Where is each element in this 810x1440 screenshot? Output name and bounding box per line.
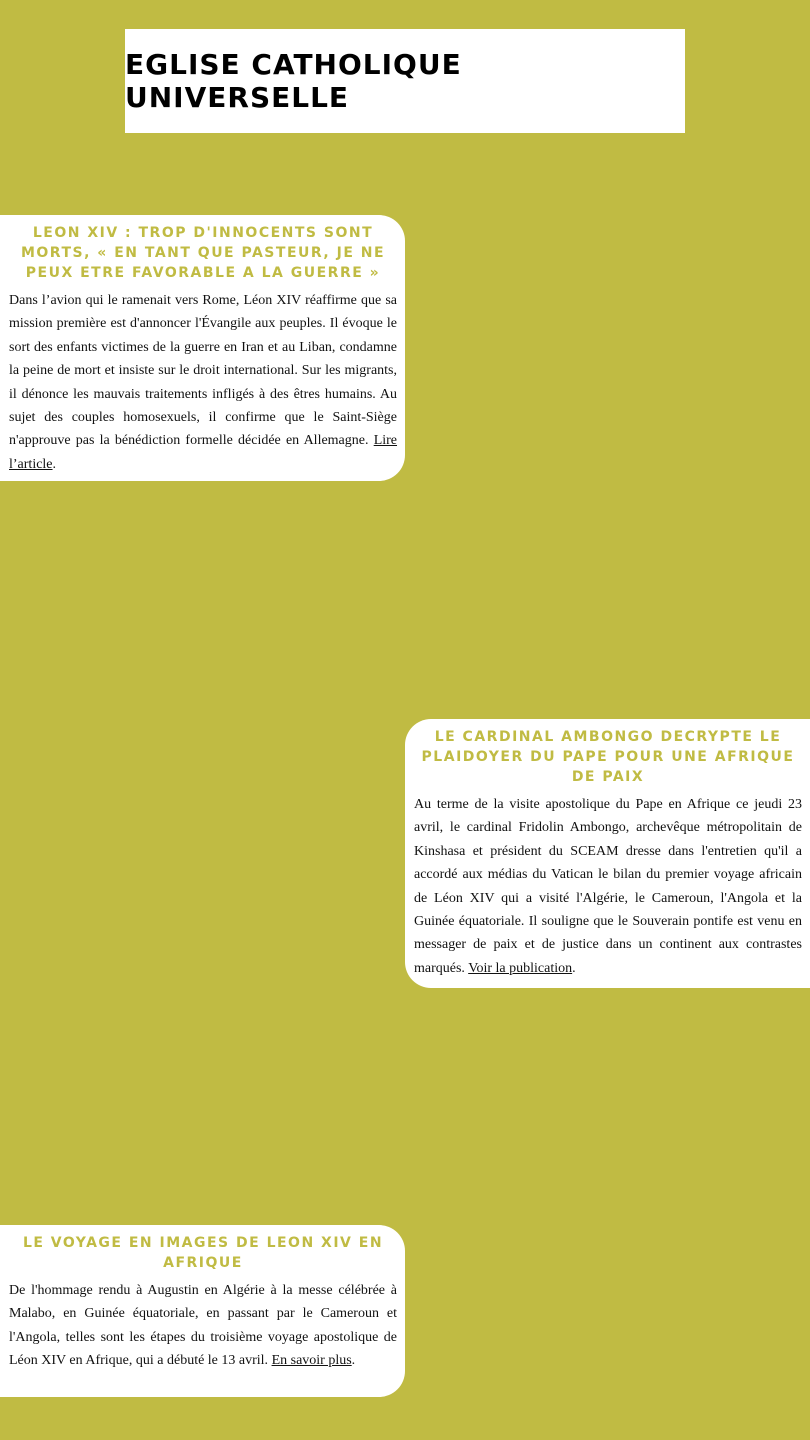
article-heading: LEON XIV : TROP D'INNOCENTS SONT MORTS, « EN TANT QUE PASTEUR, JE NE PEUX ETRE FAVORABLE A LA GUERRE » <box>20 225 386 281</box>
view-publication-link[interactable]: Voir la publication <box>468 960 573 976</box>
article-text: Au terme de la visite apostolique du Pape en Afrique ce jeudi 23 avril, le cardinal Fridolin Ambongo, archevêque métropolitain de Kinshasa et président du SCEAM dresse dans l'entretien qu'il a accordé aux médias du Vatican le bilan du premier voyage africain de Léon XIV qui a visité l'Algérie, le Cameroun, l'Angola et la Guinée équatoriale. Il souligne que le Souverain pontife est venu en messager de paix et de justice dans un continent aux contrastes marqués. <box>414 797 802 976</box>
article-card <box>0 215 405 481</box>
page-title: EGLISE CATHOLIQUE UNIVERSELLE <box>125 48 462 114</box>
article-card <box>0 1225 405 1397</box>
article-text: De l'hommage rendu à Augustin en Algérie à la messe célébrée à Malabo, en Guinée équatoriale, en passant par le Cameroun et l'Angola, telles sont les étapes du troisième voyage apostolique de Léon XIV en Afrique, qui a débuté le 13 avril. <box>9 1283 397 1369</box>
article-body: Dans l’avion qui le ramenait vers Rome, Léon XIV réaffirme que sa mission première est d'annoncer l'Évangile aux peuples. Il évoque le sort des enfants victimes de la guerre en Iran et au Liban, condamne la peine de mort et insiste sur le droit international. Sur les migrants, il dénonce les mauvais traitements infligés à des êtres humains. Au sujet des couples homosexuels, il confirme que le Saint-Siège n'approuve pas la bénédiction formelle décidée en Allemagne. Lire l’article. <box>9 293 398 472</box>
title-banner <box>125 29 685 133</box>
article-heading: LE CARDINAL AMBONGO DECRYPTE LE PLAIDOYER DU PAPE POUR UNE AFRIQUE DE PAIX <box>421 729 795 785</box>
article-body: De l'hommage rendu à Augustin en Algérie à la messe célébrée à Malabo, en Guinée équatoriale, en passant par le Cameroun et l'Angola, telles sont les étapes du troisième voyage apostolique de Léon XIV en Afrique, qui a débuté le 13 avril. En savoir plus. <box>9 1283 397 1369</box>
article-body: Au terme de la visite apostolique du Pape en Afrique ce jeudi 23 avril, le cardinal Fridolin Ambongo, archevêque métropolitain de Kinshasa et président du SCEAM dresse dans l'entretien qu'il a accordé aux médias du Vatican le bilan du premier voyage africain de Léon XIV qui a visité l'Algérie, le Cameroun, l'Angola et la Guinée équatoriale. Il souligne que le Souverain pontife est venu en messager de paix et de justice dans un continent aux contrastes marqués. Voir la publication. <box>414 797 802 976</box>
read-article-link[interactable]: Lire l’article <box>9 433 398 472</box>
article-card <box>405 719 810 988</box>
article-text: Dans l’avion qui le ramenait vers Rome, Léon XIV réaffirme que sa mission première est d'annoncer l'Évangile aux peuples. Il évoque le sort des enfants victimes de la guerre en Iran et au Liban, condamne la peine de mort et insiste sur le droit international. Sur les migrants, il dénonce les mauvais traitements infligés à des êtres humains. Au sujet des couples homosexuels, il confirme que le Saint-Siège n'approuve pas la bénédiction formelle décidée en Allemagne. <box>9 293 397 449</box>
learn-more-link[interactable]: En savoir plus <box>271 1353 352 1369</box>
article-heading: LE VOYAGE EN IMAGES DE LEON XIV EN AFRIQUE <box>22 1235 384 1271</box>
